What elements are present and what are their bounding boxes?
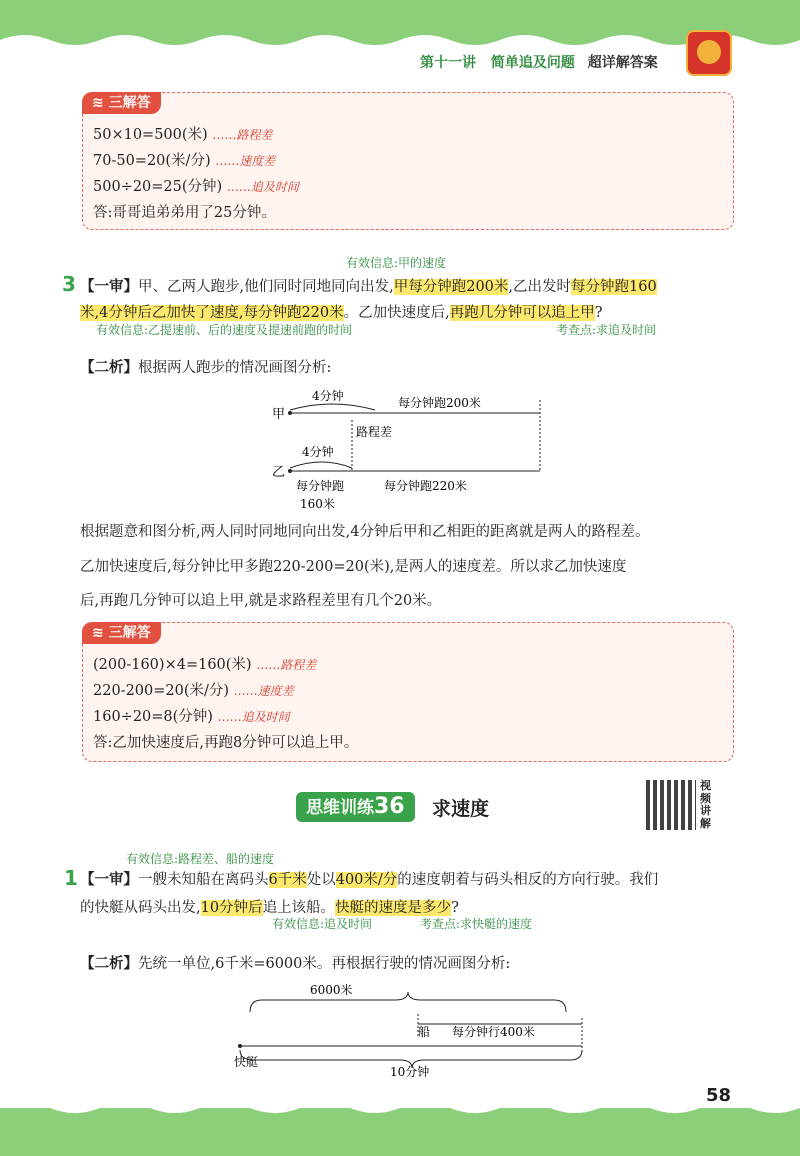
question-number: 1 [64, 866, 78, 890]
line-diagram-2 [220, 978, 600, 1078]
highlight: 每分钟跑160 [571, 279, 657, 295]
analysis-tag: 【二析】 [80, 956, 138, 972]
label-jia: 甲 [272, 407, 286, 422]
answers-label: 超详解答案 [587, 55, 658, 71]
text-span: 的快艇从码头出发, [80, 900, 201, 916]
equation: 500÷20=25(分钟) [93, 179, 223, 195]
speed-label: 每分钟跑200米 [398, 396, 481, 410]
section-title: 求速度 [432, 798, 490, 820]
speed-label: 每分钟跑220米 [384, 479, 467, 493]
answer-conclusion: 答:乙加快速度后,再跑8分钟可以追上甲。 [93, 735, 359, 751]
analysis-paragraph: 乙加快速度后,每分钟比甲多跑220-200=20(米),是两人的速度差。所以求乙加快速度 [80, 559, 627, 575]
question-number: 3 [62, 272, 76, 296]
line-diagram-1 [260, 380, 560, 515]
analysis-tag: 【二析】 [80, 360, 138, 376]
section-label: 思维训练 [306, 798, 374, 818]
time-label: 10分钟 [390, 1065, 430, 1078]
text-span: 一艘未知船在离码头 [138, 872, 269, 888]
answer-tag: ≋ 三解答 [82, 622, 161, 644]
label-yi: 乙 [272, 465, 286, 480]
highlight: 6千米 [268, 872, 307, 888]
equation-note: ……追及时间 [226, 180, 299, 194]
annotation-note: 有效信息:乙提速前、后的速度及提速前跑的时间 [96, 323, 353, 337]
answer-line [93, 653, 316, 674]
qr-label: 视频讲解 [700, 779, 711, 830]
equation: 50×10=500(米) [93, 127, 208, 143]
text-span: ? [451, 900, 459, 916]
question-line [80, 868, 658, 889]
analysis-paragraph: 根据题意和图分析,两人同时同地同向出发,4分钟后甲和乙相距的距离就是两人的路程差。 [80, 524, 650, 540]
start-dot [288, 411, 292, 415]
section-title-badge [296, 792, 415, 822]
answer-conclusion: 答:哥哥追弟弟用了25分钟。 [93, 205, 276, 221]
text-span: 甲、乙两人跑步,他们同时同地同向出发, [138, 279, 394, 295]
text-span: ,乙出发时 [508, 279, 572, 295]
annotation-note: 有效信息:追及时间 [272, 917, 373, 931]
text-span: 先统一单位,6千米=6000米。再根据行驶的情况画图分析: [138, 956, 511, 972]
text-span: 。乙加快速度后, [343, 305, 450, 321]
topic-label: 简单追及问题 [490, 55, 575, 71]
equation-note: ……路程差 [256, 658, 317, 672]
time-label: 4分钟 [312, 389, 344, 403]
annotation-note: 考查点:求追及时间 [556, 323, 657, 337]
bottom-wave-decoration [0, 1100, 800, 1120]
annotation-note: 考查点:求快艇的速度 [420, 917, 533, 931]
review-tag: 【一审】 [80, 872, 138, 888]
equation: 220-200=20(米/分) [93, 683, 230, 699]
page-number: 58 [706, 1085, 732, 1106]
question-line [80, 896, 459, 917]
equation: 70-50=20(米/分) [93, 153, 211, 169]
equation: 160÷20=8(分钟) [93, 709, 213, 725]
analysis-line [80, 952, 510, 973]
top-wave-decoration [0, 30, 800, 60]
qr-code-icon[interactable] [646, 780, 696, 830]
analysis-line [80, 356, 331, 377]
answer-line [93, 175, 299, 196]
text-span: 追上该船。 [262, 900, 336, 916]
answer-tag: ≋ 三解答 [82, 92, 161, 114]
page-header [420, 52, 658, 72]
boat-speed-label: 每分钟行400米 [452, 1025, 535, 1039]
answer-line [93, 705, 290, 726]
answer-box-1 [82, 92, 734, 230]
boat-label: 船 [418, 1025, 431, 1039]
highlight: 400米/分 [335, 872, 398, 888]
time-label: 4分钟 [302, 445, 334, 459]
review-tag: 【一审】 [80, 279, 138, 295]
brace [290, 462, 352, 468]
text-span: 处以 [306, 872, 336, 888]
brace [250, 992, 566, 1012]
speed-label: 160米 [300, 497, 335, 511]
answer-line [93, 149, 275, 170]
speed-label: 每分钟跑 [296, 479, 345, 493]
medal-icon [686, 30, 732, 76]
highlight: 米,4分钟后乙加快了速度,每分钟跑220米 [80, 305, 344, 321]
diff-label: 路程差 [356, 425, 393, 439]
equation: (200-160)×4=160(米) [93, 657, 252, 673]
equation-note: ……路程差 [212, 128, 273, 142]
equation-note: ……追及时间 [217, 710, 290, 724]
start-dot [238, 1044, 242, 1048]
question-line [80, 301, 603, 322]
section-number: 36 [374, 794, 405, 819]
highlight: 甲每分钟跑200米 [393, 279, 509, 295]
equation-note: ……速度差 [233, 684, 294, 698]
text-span: 的速度朝着与码头相反的方向行驶。我们 [397, 872, 659, 888]
highlight: 再跑几分钟可以追上甲 [449, 305, 595, 321]
answer-line [93, 123, 272, 144]
highlight: 快艇的速度是多少 [335, 900, 452, 916]
lecture-label: 第十一讲 [420, 55, 476, 71]
start-dot [288, 469, 292, 473]
brace [290, 404, 375, 410]
distance-label: 6000米 [310, 983, 353, 997]
answer-box-2 [82, 622, 734, 762]
text-span: ? [594, 305, 603, 321]
text-span: 根据两人跑步的情况画图分析: [138, 360, 332, 376]
answer-line [93, 679, 294, 700]
equation-note: ……速度差 [215, 154, 276, 168]
analysis-paragraph: 后,再跑几分钟可以追上甲,就是求路程差里有几个20米。 [80, 593, 442, 609]
question-line [80, 275, 657, 296]
highlight: 10分钟后 [200, 900, 263, 916]
annotation-note: 有效信息:甲的速度 [346, 256, 447, 270]
annotation-note: 有效信息:路程差、船的速度 [126, 852, 275, 866]
speedboat-label: 快艇 [234, 1055, 259, 1069]
